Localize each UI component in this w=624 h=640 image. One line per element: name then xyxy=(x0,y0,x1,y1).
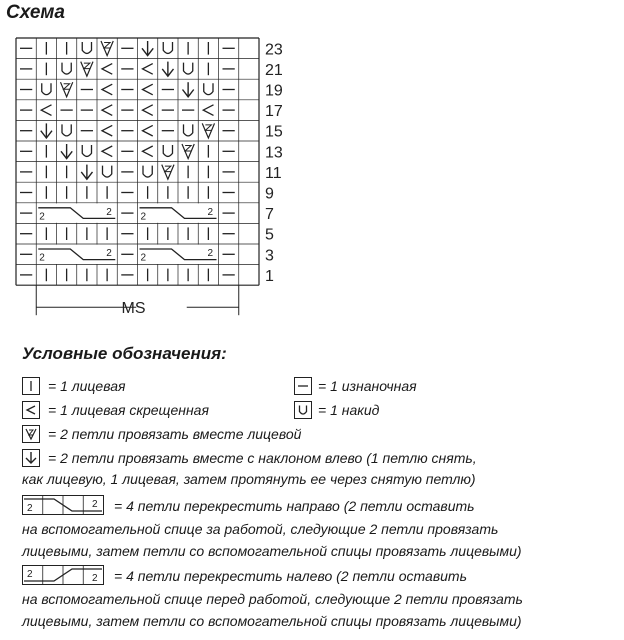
legend-k2tog-left-line1: = 2 петли провязать вместе с наклоном влево (1 петлю снять, xyxy=(48,450,477,466)
row-number: 15 xyxy=(265,123,283,141)
yarn-over-icon xyxy=(62,124,71,135)
k2tog-left-symbol-icon xyxy=(22,449,40,467)
legend-cross-right-line1: = 4 петли перекрестить направо (2 петли оставить xyxy=(114,498,475,514)
cable-cross-number: 2 xyxy=(207,248,214,259)
yarn-over-icon xyxy=(204,83,213,94)
row-number: 13 xyxy=(265,144,283,162)
legend-yarn-over: = 1 накид xyxy=(318,402,380,418)
twisted-knit-icon xyxy=(102,84,112,95)
cross-left-symbol-icon xyxy=(22,565,104,585)
yarn-over-icon xyxy=(163,145,172,156)
twisted-knit-icon xyxy=(143,64,153,75)
twisted-knit-symbol-icon xyxy=(22,401,40,419)
row-number: 23 xyxy=(265,41,283,59)
legend-twisted: = 1 лицевая скрещенная xyxy=(48,402,209,418)
yarn-over-icon xyxy=(82,145,91,156)
row-number: 9 xyxy=(265,185,274,203)
legend-cross-left-line2: на вспомогательной спице перед работой, следующие 2 петли провязать xyxy=(22,591,523,607)
twisted-knit-icon xyxy=(143,105,153,116)
k2tog-number-icon xyxy=(185,146,191,152)
cable-cross-number: 2 xyxy=(140,211,147,223)
cable-cross-number: 2 xyxy=(39,211,45,223)
legend-cross-right-line3: лицевыми, затем петли со вспомогательной спицы провязать лицевыми) xyxy=(22,543,522,559)
cable-cross-number: 2 xyxy=(207,206,214,218)
row-number: 11 xyxy=(265,164,282,182)
twisted-knit-icon xyxy=(143,84,153,95)
yarn-over-icon xyxy=(103,166,112,177)
cable-cross-number: 2 xyxy=(140,252,147,264)
yarn-over-icon xyxy=(82,42,91,53)
legend-k2tog-left-line2: как лицевую, 1 лицевая, затем протянуть ее через снятую петлю) xyxy=(22,471,476,487)
k2tog-number-icon xyxy=(104,43,110,49)
repeat-label: MS xyxy=(121,300,146,318)
k2tog-number-icon xyxy=(64,84,70,90)
row-number: 17 xyxy=(265,103,283,121)
k2tog-number-icon xyxy=(205,125,211,130)
svg-text:2: 2 xyxy=(92,499,98,510)
cable-cross-number: 2 xyxy=(106,248,112,259)
legend-purl: = 1 изнаночная xyxy=(318,378,417,394)
yarn-over-icon xyxy=(163,42,172,53)
row-number: 21 xyxy=(265,61,283,79)
legend-k2tog: = 2 петли провязать вместе лицевой xyxy=(48,426,302,442)
svg-text:2: 2 xyxy=(27,503,33,514)
cable-cross-number: 2 xyxy=(106,206,112,218)
knit-symbol-icon xyxy=(22,377,40,395)
k2tog-number-icon xyxy=(84,63,90,69)
yarn-over-icon xyxy=(184,124,193,135)
chart-title: Схема xyxy=(6,2,66,23)
yarn-over-symbol-icon xyxy=(294,401,312,419)
yarn-over-icon xyxy=(62,63,71,74)
row-number: 19 xyxy=(265,82,283,100)
twisted-knit-icon xyxy=(102,64,112,75)
row-number: 3 xyxy=(265,247,274,265)
legend-cross-left-line1: = 4 петли перекрестить налево (2 петли оставить xyxy=(114,568,467,584)
row-number: 7 xyxy=(265,206,274,224)
row-number: 5 xyxy=(265,226,274,244)
twisted-knit-icon xyxy=(143,125,153,136)
yarn-over-icon xyxy=(184,63,193,74)
twisted-knit-icon xyxy=(143,146,153,157)
yarn-over-icon xyxy=(143,166,152,177)
cable-cross-number: 2 xyxy=(39,252,45,264)
twisted-knit-icon xyxy=(102,125,112,136)
row-number: 1 xyxy=(265,267,274,285)
svg-text:2: 2 xyxy=(27,569,33,580)
yarn-over-icon xyxy=(42,83,51,94)
legend-cross-left-line3: лицевыми, затем петли со вспомогательной спицы провязать лицевыми) xyxy=(22,613,522,629)
legend-knit: = 1 лицевая xyxy=(48,378,126,394)
legend-title: Условные обозначения: xyxy=(22,344,227,363)
svg-text:2: 2 xyxy=(92,573,98,584)
k2tog-symbol-icon xyxy=(22,425,40,443)
cross-right-symbol-icon xyxy=(22,495,104,515)
legend-cross-right-line2: на вспомогательной спице за работой, следующие 2 петли провязать xyxy=(22,521,499,537)
twisted-knit-icon xyxy=(102,105,112,116)
twisted-knit-icon xyxy=(41,105,51,116)
purl-symbol-icon xyxy=(294,377,312,395)
twisted-knit-icon xyxy=(102,146,112,157)
k2tog-number-icon xyxy=(165,166,171,172)
twisted-knit-icon xyxy=(203,105,213,116)
